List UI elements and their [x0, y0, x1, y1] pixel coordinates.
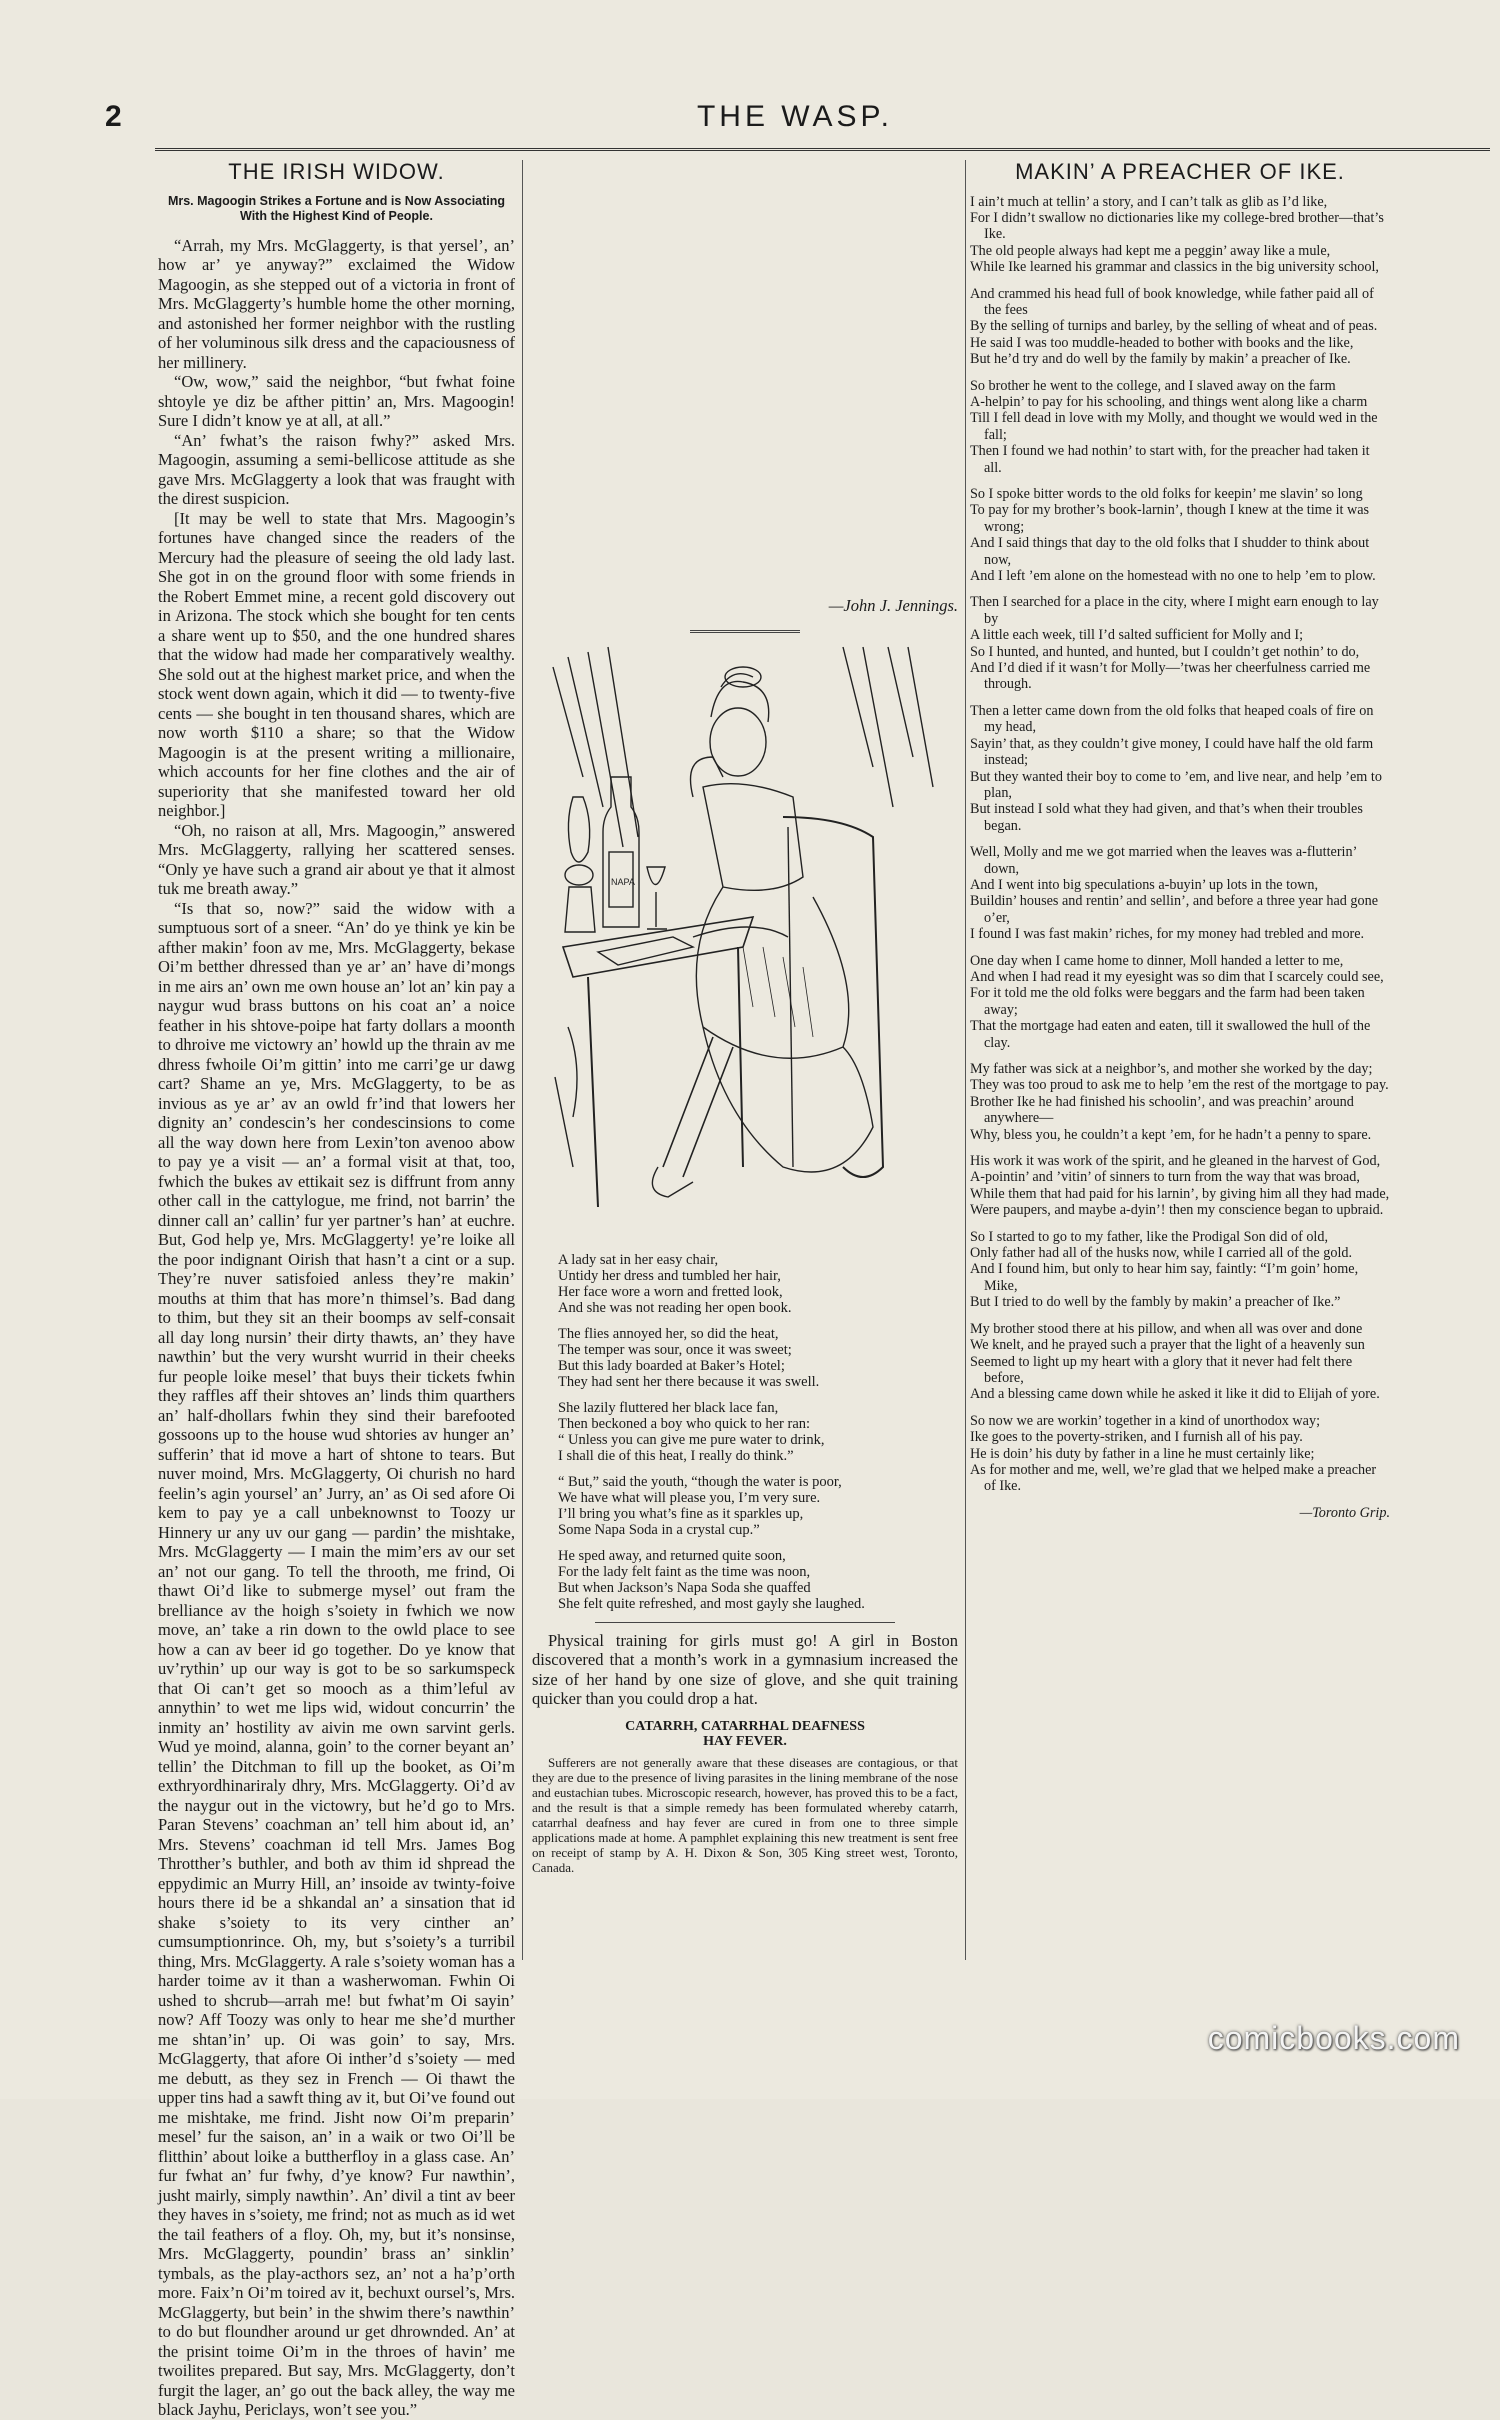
- article-subtitle: Mrs. Magoogin Strikes a Fortune and is Now Associating With the Highest Kind of People.: [167, 193, 506, 223]
- poem-line: And when I had read it my eyesight was so dim that I scarcely could see,: [970, 968, 1384, 985]
- article-title: THE IRISH WIDOW.: [228, 159, 445, 184]
- poem-line: Buildin’ houses and rentin’ and sellin’, and before a three year had gone o’er,: [970, 893, 1379, 926]
- poem-line: I’ll bring you what’s fine as it sparkles up,: [558, 1505, 804, 1522]
- paragraph: “An’ fwhat’s the raison fwhy?” asked Mrs. Magoogin, assuming a semi-bellicose attitude as she gave Mrs. McGlaggerty a look that was fraught with the direst suspicion.: [158, 430, 515, 508]
- poem-line: Why, bless you, he couldn’t a kept ’em, for he hadn’t a penny to spare.: [970, 1126, 1372, 1143]
- poem-line: My brother stood there at his pillow, and when all was over and done: [970, 1320, 1363, 1337]
- masthead: THE WASP.: [696, 100, 894, 133]
- poem-line: His work it was work of the spirit, and he gleaned in the harvest of God,: [970, 1153, 1381, 1170]
- poem-line: As for mother and me, well, we’re glad that we helped make a preacher of Ike.: [970, 1461, 1377, 1495]
- poem-line: They was too proud to ask me to help ’em the rest of the mortgage to pay.: [970, 1077, 1389, 1094]
- poem-line: We knelt, and he prayed such a prayer that the light of a heavenly sun: [970, 1337, 1365, 1354]
- poem-line: So I spoke bitter words to the old folks for keepin’ me slavin’ so long: [970, 486, 1363, 502]
- poem-stanza: [970, 953, 1390, 1051]
- divider-rule: [595, 1622, 895, 1623]
- watermark: comicbooks.com: [1207, 2020, 1460, 2056]
- poem-line: Sayin’ that, as they couldn’t give money, I could have half the old farm instead;: [970, 735, 1374, 769]
- poem-line: While Ike learned his grammar and classics in the big university school,: [970, 259, 1379, 276]
- page-number: 2: [105, 100, 122, 133]
- column-divider: [522, 160, 523, 1960]
- poem-stanza: [970, 1229, 1390, 1311]
- paragraph: “Oh, no raison at all, Mrs. Magoogin,” answered Mrs. McGlaggerty, rallying her scattered senses. “Only ye have such a grand air about ye that it almost tuk me breath away.”: [158, 820, 515, 898]
- poem-line: A-pointin’ and ’vitin’ of sinners to turn from the way that was broad,: [970, 1169, 1360, 1186]
- paragraph: [It may be well to state that Mrs. Magoogin’s fortunes have changed since the readers of the Mercury had the pleasure of seeing the old lady last. She got in on the ground floor with some friends in the Robert Emmet mine, a recent gold discovery out in Arizona. The stock which she bought for ten cents a share went up to $50, and the one hundred shares that the widow had made her comparatively wealthy. She sold out at the highest market price, and when the stock went down again, which it did — to twenty-five cents — she bought in ten thousand shares, which are now worth $110 a share; so that the Widow Magoogin is at the present writing a millionaire, which accounts for her fine clothes and the air of superiority that she manifested toward her old neighbor.]: [158, 508, 515, 820]
- lady-in-chair-illustration: [543, 647, 948, 1242]
- poem-line: And she was not reading her open book.: [558, 1299, 792, 1316]
- poem-line: The old people always had kept me a peggin’ away like a mule,: [970, 242, 1331, 259]
- poem-line: Untidy her dress and tumbled her hair,: [558, 1267, 781, 1284]
- poem-stanza: [970, 1061, 1390, 1143]
- poem-title: MAKIN’ A PREACHER OF IKE.: [1015, 159, 1345, 184]
- poem-line: The temper was sour, once it was sweet;: [558, 1341, 792, 1358]
- poem-line: So I started to go to my father, like the Prodigal Son did of old,: [970, 1228, 1329, 1245]
- poem-line: But this lady boarded at Baker’s Hotel;: [558, 1357, 785, 1374]
- bottle-label: NAPA: [610, 876, 635, 887]
- poem-line: But when Jackson’s Napa Soda she quaffed: [558, 1579, 811, 1596]
- poem-line: By the selling of turnips and barley, by the selling of wheat and of peas.: [970, 318, 1378, 335]
- poem-stanza: [558, 1252, 958, 1316]
- poem-line: While them that had paid for his larnin’, by giving him all they had made,: [970, 1185, 1390, 1202]
- poem-line: Till I fell dead in love with my Molly, and thought we would wed in the fall;: [970, 410, 1378, 443]
- poem-line: And I said things that day to the old folks that I shudder to think about now,: [970, 535, 1370, 568]
- poem-line: They had sent her there because it was swell.: [558, 1373, 820, 1390]
- poem-stanza: [970, 844, 1390, 942]
- poem-line: Then I found we had nothin’ to start with, for the preacher had taken it all.: [970, 443, 1370, 476]
- poem-stanza: [970, 594, 1390, 692]
- poem-line: A-helpin’ to pay for his schooling, and things went along like a charm: [970, 393, 1368, 410]
- poem-line: And I left ’em alone on the homestead with no one to help ’em to plow.: [970, 568, 1376, 585]
- poem-line: I shall die of this heat, I really do think.”: [558, 1447, 794, 1464]
- poem-credit-line: [970, 1505, 1390, 1521]
- poem-line: “ Unless you can give me pure water to drink,: [558, 1431, 825, 1448]
- poem-credit: —Toronto Grip.: [1299, 1504, 1390, 1521]
- poem-line: But they wanted their boy to come to ’em, and live near, and help ’em to plan,: [970, 768, 1382, 801]
- poem-line: But he’d try and do well by the family by makin’ a preacher of Ike.: [970, 351, 1351, 368]
- poem-line: And a blessing came down while he asked it like it did to Elijah of yore.: [970, 1386, 1380, 1403]
- paragraph: “Ow, wow,” said the neighbor, “but fwhat foine shtoyle ye diz be afther pittin’ an, Mrs. Magoogin! Sure I didn’t know ye at all, at all.”: [158, 372, 515, 430]
- header-rule: [155, 148, 1490, 151]
- poem-stanza: [558, 1548, 958, 1612]
- poem-line: He sped away, and returned quite soon,: [558, 1547, 786, 1564]
- column-ike-poem: [970, 160, 1390, 1965]
- poem-line: A little each week, till I’d salted sufficient for Molly and I;: [970, 627, 1304, 644]
- poem-line: Then beckoned a boy who quick to her ran:: [558, 1415, 811, 1432]
- poem-line: She felt quite refreshed, and most gayly she laughed.: [558, 1595, 865, 1612]
- irish-widow-continuation: [532, 160, 958, 596]
- poem-line: So now we are workin’ together in a kind of unorthodox way;: [970, 1412, 1321, 1429]
- poem-line: Then I searched for a place in the city, where I might earn enough to lay by: [970, 594, 1379, 627]
- poem-stanza: [970, 1153, 1390, 1219]
- poem-line: Some Napa Soda in a crystal cup.”: [558, 1521, 760, 1538]
- poem-line: “ But,” said the youth, “though the water is poor,: [558, 1473, 842, 1490]
- page-header: [105, 100, 1485, 144]
- paragraph: “Arrah, my Mrs. McGlaggerty, is that yersel’, an’ how ar’ ye anyway?” exclaimed the Widow Magoogin, as she stepped out of a victoria in front of Mrs. McGlaggerty’s humble home the other morning, and astonished her former neighbor with the rustling of her voluminous silk dress and the capaciousness of her millinery.: [158, 235, 515, 372]
- column-irish-widow: [158, 159, 515, 2419]
- poem-line: To pay for my brother’s book-larnin’, though I knew at the time it was wrong;: [970, 502, 1370, 535]
- poem-line: She lazily fluttered her black lace fan,: [558, 1399, 779, 1416]
- paragraph-long: “Is that so, now?” said the widow with a sumptuous sort of a sneer. “An’ do ye think ye kin be afther makin’ foon av me, Mrs. McGlaggerty, bekase Oi’m betther dhressed than ye ar’ an’ have di’mongs in me airs an’ own me own house an’ lot an’ kin pay a naygur wud brass buttons on his coat an’ a noice feather in his shtove-poipe hat farty dollars a moonth to dhroive me victowry an’ howld up the thrain av me dhress fwhoile Oi’m gittin’ into me carri’ge ur dawg cart? Shame an ye, Mrs. McGlaggerty, to be as invious as ye ar’ av an owld fr’ind that lowers her dignity an’ condescin’s her condescinsions to come all the way down here from Lexin’ton avenoo abow to pay ye a visit — an’ a formal visit at that, too, fwhich the bukes av ettikait sez is diffrunt from anny other call in the cattylogue, me frind, not barrin’ the dinner call an’ callin’ fur yer partner’s han’ at euchre. But, God help ye, Mrs. McGlaggerty! ye’re loike all the poor indignant Oirish that hasn’t a cint or a sup. They’re nuver satisfoied anless they’re makin’ mouths at thim that has more’n thimsel’s. Bad dang to thim, but they sit an their boomps av self-consait all day long nursin’ their dirty thawts, an’ they have nawthin’ but the very wursht wurrid in their cheeks fur people loike mesel’ that buys their tickets fwhin they raffles aff their shtoves an’ linds thim quarthers an’ half-dhollars fwhin they sind their barefooted gossoons up to the house wud shtories av hunger an’ sufferin’ that id move a hart of shtone to tears. But nuver moind, Mrs. McGlaggerty, Oi churish no hard feelin’s agin yoursel’ an’ Jurry, an’ as Oi sed afore Oi kem to pay ye a call unbeknownst to Toozy ur Hinnery ur any uv our gang — pardin’ the mishtake, Mrs. McGlaggerty — I main the mim’ers av our set an’ not our gang. To tell the throoth, me frind, Oi thawt Oi’d like to submerge mysel’ out fram the brelliance av the hoigh s’soiety in fwhich we now move, an’ take a rin down to the owld place to see how a can av beer id go together. Do ye know that uv’rythin’ up our way is got to be so sarkumspeck that Oi can’t get so mooch as a thim’leful av annythin’ to wet me lips wid, widout concurrin’ the inmity an’ hostility av aivin me own sarvint gerls. Wud ye moind, alanna, goin’ to the corner beyant an’ tellin’ the Ditchman to fill up the booket, as Oi’m exthryordhinariraly dhry, Mrs. McGlaggerty. Oi’d av the naygur out in the victowry, but he’d go to Mrs. Paran Stevens’ coachman an’ tell him about id, an’ Mrs. Stevens’ coachman id tell Mrs. James Bog Throtther’s buthler, and both av thim id shpread the eppydimic an Murry Hill, an’ insoide av twinty-foive hours there id be a shkandal an’ a sinsation that id shake s’soiety to its very cinther an’ cumsumptionrince. Oh, my, but s’soiety’s a turribil thing, Mrs. McGlaggerty. A rale s’soiety woman has a harder toime av it than a washerwoman. Fwhin Oi ushed to shcrub—arrah me! but fwhat’m Oi sayin’ now? Aff Toozy was only to hear me she’d murther me shtan’in’ up. Oi was goin’ to say, Mrs. McGlaggerty, that afore Oi inther’d s’soiety — med me debutt, as they sez in French — Oi thawt the upper tins had a sawft thing av it, but Oi’ve found out me mishtake, me frind. Jisht now Oi’m preparin’ mesel’ fur the saison, an’ in a waik or two Oi’ll be flitthin’ about loike a buttherfloy in a glass case. An’ fur fwhat an’ fur fwhy, d’ye know? Fur nawthin’, jusht mairly, simply nawthin’. An’ divil a tint av beer they haves in s’soiety, me frind; not as much as id wet the tail feathers of a floy. Oh, my, but it’s nonsinse, Mrs. McGlaggerty, poundin’ brass an’ sinklin’ tymbals, as the play-acthors sez, an’ not a ha’p’orth more. Faix’n Oi’m toired av it, bechuxt oursel’s, Mrs. McGlaggerty, but bein’ in the shwim there’s nawthin’ to do but floundher around ur get dhrownded. An’ at the prisint toime Oi’m in the throes of havin’ me twoilites prepared. But say, Mrs. McGlaggerty, don’t furgit the lager, an’ go out the back alley, the way me black Jayhu, Periclays, won’t see you.”: [158, 898, 515, 2419]
- poem-line: For the lady felt faint as the time was noon,: [558, 1563, 811, 1580]
- napa-soda-poem: [558, 1252, 958, 1612]
- poem-line: And I went into big speculations a-buyin’ up lots in the town,: [970, 876, 1319, 893]
- poem-stanza: [558, 1400, 958, 1464]
- ike-poem-body: [970, 194, 1390, 1495]
- poem-line: Her face wore a worn and fretted look,: [558, 1283, 783, 1300]
- poem-line: He is doin’ his duty by father in a line he must certainly like;: [970, 1445, 1315, 1462]
- catarrh-heading: [532, 1719, 958, 1749]
- poem-line: Then a letter came down from the old folks that heaped coals of fire on my head,: [970, 702, 1374, 736]
- poem-stanza: [970, 703, 1390, 834]
- article-signature: —John J. Jennings.: [828, 596, 958, 615]
- poem-line: I ain’t much at tellin’ a story, and I can’t talk as glib as I’d like,: [970, 193, 1328, 210]
- poem-line: The flies annoyed her, so did the heat,: [558, 1325, 779, 1342]
- poem-stanza: [970, 1413, 1390, 1495]
- poem-line: And crammed his head full of book knowledge, while father paid all of the fees: [970, 285, 1374, 318]
- poem-line: Well, Molly and me we got married when the leaves was a-flutterin’ down,: [970, 844, 1357, 877]
- poem-line: And I found him, but only to hear him say, faintly: “I’m goin’ home, Mike,: [970, 1261, 1359, 1294]
- poem-line: That the mortgage had eaten and eaten, till it swallowed the hull of the clay.: [970, 1018, 1371, 1051]
- poem-line: But instead I sold what they had given, and that’s when their troubles began.: [970, 801, 1363, 834]
- poem-line: Only father had all of the husks now, while I carried all of the gold.: [970, 1245, 1353, 1262]
- poem-line: I found I was fast makin’ riches, for my money had trebled and more.: [970, 926, 1365, 943]
- catarrh-notice: Sufferers are not generally aware that these diseases are contagious, or that they are due to the presence of living parasites in the lining membrane of the nose and eustachian tubes. Microscopic research, however, has proved this to be a fact, and the result is that a simple remedy has been formulated whereby catarrh, catarrhal deafness and hay fever are cured in from one to three simple applications made at home. A pamphlet explaining this new treatment is sent free on receipt of stamp by A. H. Dixon & Son, 305 King street west, Toronto, Canada.: [532, 1754, 958, 1875]
- catarrh-heading-line: CATARRH, CATARRHAL DEAFNESS: [625, 1718, 865, 1734]
- poem-line: But I tried to do well by the fambly by makin’ a preacher of Ike.”: [970, 1294, 1341, 1311]
- poem-line: And I’d died if it wasn’t for Molly—’twas her cheerfulness carried me through.: [970, 660, 1371, 693]
- poem-stanza: [970, 194, 1390, 276]
- poem-line: We have what will please you, I’m very sure.: [558, 1489, 821, 1506]
- poem-line: For it told me the old folks were beggars and the farm had been taken away;: [970, 985, 1365, 1018]
- poem-line: Seemed to light up my heart with a glory that it never had felt there before,: [970, 1353, 1353, 1386]
- catarrh-heading-line: HAY FEVER.: [703, 1733, 787, 1749]
- poem-stanza: [970, 486, 1390, 584]
- poem-line: So brother he went to the college, and I slaved away on the farm: [970, 377, 1336, 394]
- poem-stanza: [970, 286, 1390, 368]
- poem-stanza: [558, 1326, 958, 1390]
- signature-line: [532, 596, 958, 616]
- poem-line: One day when I came home to dinner, Moll handed a letter to me,: [970, 952, 1344, 969]
- divider-rule: [690, 630, 800, 633]
- poem-stanza: [558, 1474, 958, 1538]
- poem-line: He said I was too muddle-headed to bother with books and the like,: [970, 334, 1354, 351]
- poem-line: Were paupers, and maybe a-dyin’! then my conscience began to upbraid.: [970, 1202, 1384, 1219]
- poem-line: Brother Ike he had finished his schoolin’, and was preachin’ around anywhere—: [970, 1093, 1354, 1127]
- poem-line: A lady sat in her easy chair,: [558, 1251, 719, 1268]
- column-middle: [532, 160, 958, 1965]
- poem-stanza: [970, 1321, 1390, 1403]
- poem-line: For I didn’t swallow no dictionaries like my college-bred brother—that’s Ike.: [970, 209, 1384, 243]
- column-divider: [965, 160, 966, 1960]
- physical-training-paragraph: Physical training for girls must go! A girl in Boston discovered that a month’s work in a gymnasium increased the size of her hand by one size of glove, and she quit training quicker than you could drop a hat.: [532, 1630, 958, 1708]
- poem-stanza: [970, 378, 1390, 476]
- poem-line: So I hunted, and hunted, and hunted, but I couldn’t get nothin’ to do,: [970, 643, 1360, 660]
- poem-line: Ike goes to the poverty-striken, and I furnish all of his pay.: [970, 1429, 1303, 1446]
- poem-line: My father was sick at a neighbor’s, and mother she worked by the day;: [970, 1061, 1373, 1077]
